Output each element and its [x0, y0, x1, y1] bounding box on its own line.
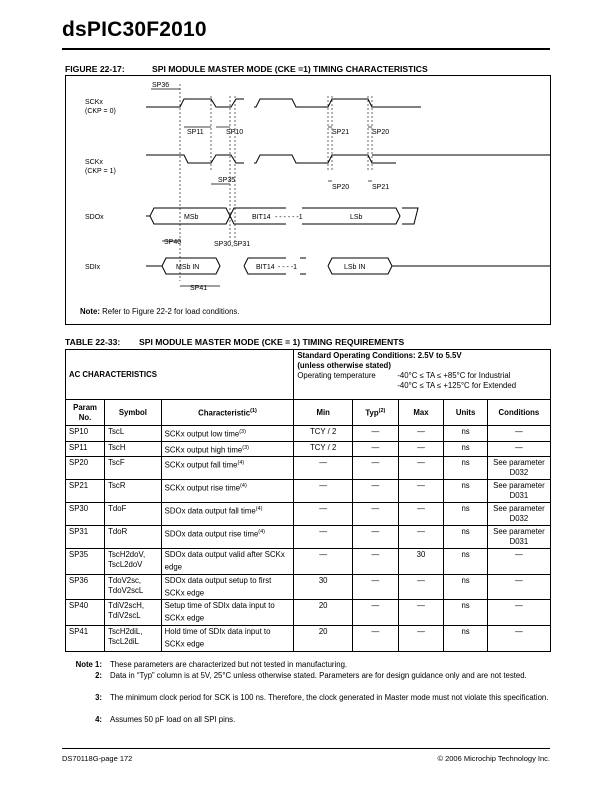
notes-block — [68, 660, 552, 740]
soc-line1: Standard Operating Conditions: 2.5V to 5.5V — [297, 351, 462, 360]
symbol-cell: TdoV2sc, TdoV2scL — [105, 574, 162, 600]
sp11-label: SP11 — [187, 129, 204, 136]
soc-temp-label: Operating temperature — [297, 371, 376, 380]
footer-page-id: DS70118G-page 172 — [62, 754, 133, 763]
conditions-cell: See parameter D032 — [487, 503, 550, 526]
typ-cell: — — [353, 625, 399, 651]
table-row — [66, 480, 551, 503]
units-cell: ns — [444, 480, 487, 503]
units-cell: ns — [444, 503, 487, 526]
sp30-31-label: SP30,SP31 — [214, 241, 251, 248]
sp10-label: SP10 — [226, 129, 244, 136]
max-cell: — — [398, 457, 444, 480]
note-text: Assumes 50 pF load on all SPI pins. — [110, 715, 236, 724]
note-number: Note 1: — [75, 660, 102, 669]
characteristic-cell: SDOx data output rise time$^{(4)}$ — [161, 526, 294, 549]
sdi-msb-in-label: MSb IN — [176, 264, 200, 271]
sp36-label: SP36 — [152, 82, 170, 89]
sck0-sublabel: (CKP = 0) — [85, 108, 116, 115]
symbol-cell: TscF — [105, 457, 162, 480]
sck1-sublabel: (CKP = 1) — [85, 168, 116, 175]
sp35-label: SP35 — [218, 177, 236, 184]
table-row — [66, 441, 551, 457]
conditions-cell: — — [487, 441, 550, 457]
sdo-msb-label: MSb — [184, 214, 199, 221]
header-characteristic: Characteristic$^{(1)}$ — [161, 400, 294, 426]
figure-note — [80, 307, 240, 316]
symbol-cell: TscH2diL, TscL2diL — [105, 625, 162, 651]
typ-cell: — — [353, 526, 399, 549]
header-typ: Typ$^{(2)}$ — [353, 400, 399, 426]
note-text: Data in “Typ” column is at 5V, 25°C unless otherwise stated. Parameters are for design guidance only and are not tested. — [110, 671, 527, 680]
symbol-cell: TdoF — [105, 503, 162, 526]
table-row — [66, 503, 551, 526]
max-cell: — — [398, 526, 444, 549]
characteristic-cell: SCKx output rise time$^{(4)}$ — [161, 480, 294, 503]
header-min: Min — [294, 400, 353, 426]
ac-header-row — [66, 350, 551, 400]
typ-cell: — — [353, 503, 399, 526]
units-cell: ns — [444, 426, 487, 442]
sck0-waveform-2 — [254, 99, 421, 107]
header-units: Units — [444, 400, 487, 426]
column-header-row — [66, 400, 551, 426]
header-symbol: Symbol — [105, 400, 162, 426]
conditions-cell: — — [487, 625, 550, 651]
symbol-cell: TscR — [105, 480, 162, 503]
units-cell: ns — [444, 457, 487, 480]
typ-cell: — — [353, 480, 399, 503]
characteristic-cell: SCKx output low time$^{(3)}$ — [161, 426, 294, 442]
min-cell: — — [294, 526, 353, 549]
sck0-label: SCKx — [85, 99, 103, 106]
min-cell: — — [294, 549, 353, 575]
header-param: Param No. — [66, 400, 105, 426]
min-cell: 30 — [294, 574, 353, 600]
param-cell: SP41 — [66, 625, 105, 651]
figure-note-bold: Note: — [80, 307, 100, 316]
conditions-cell: — — [487, 574, 550, 600]
typ-cell: — — [353, 426, 399, 442]
footer-rule — [62, 748, 550, 749]
sp20a-label: SP20 — [372, 129, 390, 136]
sdo-dash-label: - - - - - -1 — [275, 214, 303, 221]
param-cell: SP40 — [66, 600, 105, 626]
figure-title: SPI MODULE MASTER MODE (CKE =1) TIMING CHARACTERISTICS — [152, 64, 428, 74]
sdi-lsb-in-label: LSb IN — [344, 264, 366, 271]
min-cell: — — [294, 503, 353, 526]
document-title: dsPIC30F2010 — [62, 18, 207, 41]
typ-cell: — — [353, 441, 399, 457]
table-row — [66, 600, 551, 626]
conditions-cell: — — [487, 426, 550, 442]
characteristic-cell: SDOx data output setup to first SCKx edge — [161, 574, 294, 600]
max-cell: — — [398, 426, 444, 442]
operating-conditions — [294, 350, 551, 400]
characteristic-cell: SDOx data output fall time$^{(4)}$ — [161, 503, 294, 526]
table-row — [66, 549, 551, 575]
min-cell: — — [294, 480, 353, 503]
min-cell: TCY / 2 — [294, 441, 353, 457]
figure-label: FIGURE 22-17: — [65, 64, 125, 74]
param-cell: SP31 — [66, 526, 105, 549]
min-cell: 20 — [294, 625, 353, 651]
max-cell: — — [398, 441, 444, 457]
symbol-cell: TscH — [105, 441, 162, 457]
table-row — [66, 625, 551, 651]
timing-requirements-table — [65, 349, 551, 652]
table-title: SPI MODULE MASTER MODE (CKE = 1) TIMING REQUIREMENTS — [139, 337, 405, 347]
sck1-waveform — [146, 155, 244, 163]
note-text: The minimum clock period for SCK is 100 ns. Therefore, the clock generated in Master mode must not violate this specification. — [110, 693, 549, 702]
param-cell: SP30 — [66, 503, 105, 526]
param-cell: SP11 — [66, 441, 105, 457]
table-row — [66, 426, 551, 442]
typ-cell: — — [353, 457, 399, 480]
min-cell: 20 — [294, 600, 353, 626]
conditions-cell: — — [487, 549, 550, 575]
characteristic-cell: Setup time of SDIx data input to SCKx edge — [161, 600, 294, 626]
sck0-waveform — [146, 99, 244, 107]
sp20b-label: SP20 — [332, 184, 350, 191]
soc-line2: (unless otherwise stated) — [297, 361, 391, 370]
note-text: These parameters are characterized but not tested in manufacturing. — [110, 660, 348, 669]
conditions-cell: See parameter D031 — [487, 480, 550, 503]
units-cell: ns — [444, 574, 487, 600]
max-cell: — — [398, 600, 444, 626]
characteristic-cell: SCKx output high time$^{(3)}$ — [161, 441, 294, 457]
note-number: 3: — [95, 693, 102, 702]
max-cell: 30 — [398, 549, 444, 575]
characteristic-cell: SCKx output fall time$^{(4)}$ — [161, 457, 294, 480]
timing-diagram — [66, 76, 550, 304]
conditions-cell: See parameter D032 — [487, 457, 550, 480]
table-row — [66, 457, 551, 480]
table-row — [66, 526, 551, 549]
min-cell: TCY / 2 — [294, 426, 353, 442]
soc-temp-industrial: -40°C ≤ TA ≤ +85°C for Industrial — [397, 371, 511, 380]
units-cell: ns — [444, 441, 487, 457]
characteristic-cell: SDOx data output valid after SCKx edge — [161, 549, 294, 575]
header-max: Max — [398, 400, 444, 426]
sdo-label: SDOx — [85, 214, 104, 221]
param-cell: SP20 — [66, 457, 105, 480]
max-cell: — — [398, 625, 444, 651]
units-cell: ns — [444, 625, 487, 651]
param-cell: SP36 — [66, 574, 105, 600]
sdi-dash-label: - - - -1 — [278, 264, 298, 271]
param-cell: SP10 — [66, 426, 105, 442]
typ-cell: — — [353, 600, 399, 626]
sck1-label: SCKx — [85, 159, 103, 166]
sp40-label: SP40 — [164, 239, 182, 246]
symbol-cell: TdoR — [105, 526, 162, 549]
table-row — [66, 574, 551, 600]
symbol-cell: TscH2doV, TscL2doV — [105, 549, 162, 575]
note-number: 4: — [95, 715, 102, 724]
ac-characteristics-title: AC CHARACTERISTICS — [66, 350, 294, 400]
sp21a-label: SP21 — [332, 129, 350, 136]
symbol-cell: TdiV2scH, TdiV2scL — [105, 600, 162, 626]
sp41-label: SP41 — [190, 285, 208, 292]
note-number: 2: — [95, 671, 102, 680]
typ-cell: — — [353, 574, 399, 600]
min-cell: — — [294, 457, 353, 480]
sdi-label: SDIx — [85, 264, 101, 271]
typ-cell: — — [353, 549, 399, 575]
characteristic-cell: Hold time of SDIx data input to SCKx edge — [161, 625, 294, 651]
units-cell: ns — [444, 600, 487, 626]
table-label: TABLE 22-33: — [65, 337, 121, 347]
max-cell: — — [398, 503, 444, 526]
soc-temp-extended: -40°C ≤ TA ≤ +125°C for Extended — [397, 381, 517, 390]
conditions-cell: See parameter D031 — [487, 526, 550, 549]
max-cell: — — [398, 574, 444, 600]
figure-note-text: Refer to Figure 22-2 for load conditions. — [99, 307, 240, 316]
param-cell: SP35 — [66, 549, 105, 575]
footer-copyright: © 2006 Microchip Technology Inc. — [437, 754, 550, 763]
units-cell: ns — [444, 526, 487, 549]
sdo-bit14-label: BIT14 — [252, 214, 271, 221]
conditions-cell: — — [487, 600, 550, 626]
max-cell: — — [398, 480, 444, 503]
title-rule — [62, 48, 550, 50]
sdo-lsb-label: LSb — [350, 214, 363, 221]
units-cell: ns — [444, 549, 487, 575]
header-conditions: Conditions — [487, 400, 550, 426]
sck1-waveform-2 — [254, 155, 550, 163]
symbol-cell: TscL — [105, 426, 162, 442]
sp21b-label: SP21 — [372, 184, 390, 191]
sdi-bit14-label: BIT14 — [256, 264, 275, 271]
param-cell: SP21 — [66, 480, 105, 503]
